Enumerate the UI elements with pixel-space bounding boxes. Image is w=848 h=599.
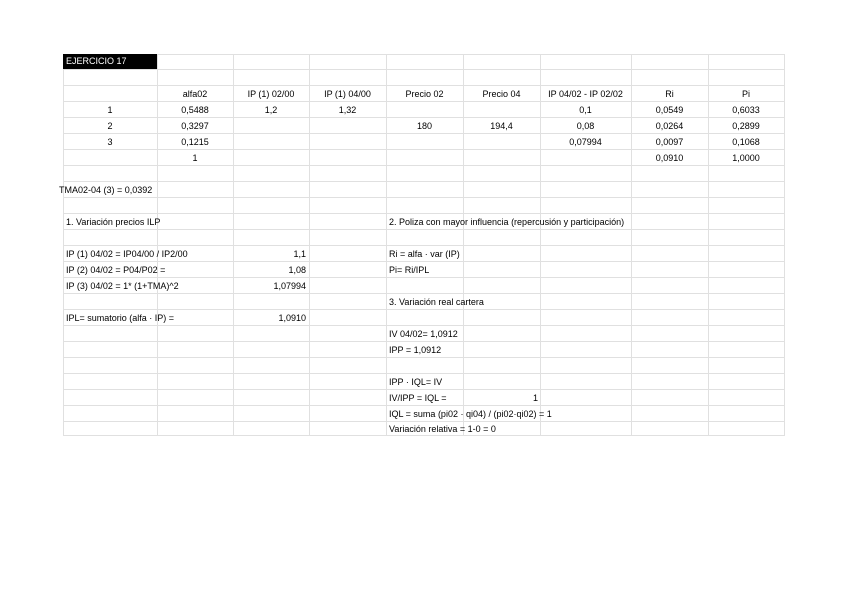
section2-formula-pi: Pi= Ri/IPL	[389, 265, 430, 275]
section3-eq2: IV/IPP = IQL =	[389, 393, 447, 403]
header-ip1-0200: IP (1) 02/00	[247, 89, 295, 99]
section1-line1-label: IP (1) 04/02 = IP04/00 / IP2/00	[66, 249, 188, 259]
exercise-title: EJERCICIO 17	[63, 54, 157, 69]
table-cell-n: 2	[107, 121, 113, 131]
section3-eq2-value: 1	[532, 393, 538, 403]
table-total-alfa: 1	[192, 153, 198, 163]
header-ip1-0400: IP (1) 04/00	[324, 89, 371, 99]
section1-line3-label: IP (3) 04/02 = 1* (1+TMA)^2	[66, 281, 179, 291]
section2-heading: 2. Poliza con mayor influencia (repercusión y participación)	[389, 217, 625, 227]
table-cell-ri: 0,0549	[655, 105, 684, 115]
ipl-value: 1,0910	[278, 313, 306, 323]
table-cell-ri: 0,0264	[655, 121, 684, 131]
section3-heading: 3. Variación real cartera	[389, 297, 484, 307]
section3-eq4: Variación relativa = 1-0 = 0	[389, 424, 496, 434]
section3-eq1: IPP · IQL= IV	[389, 377, 443, 387]
section1-line2-label: IP (2) 04/02 = P04/P02 =	[66, 265, 166, 275]
section3-ipp: IPP = 1,0912	[389, 345, 442, 355]
tma-value: TMA02-04 (3) = 0,0392	[59, 185, 153, 195]
table-cell-pi: 0,2899	[732, 121, 760, 131]
section3-iv: IV 04/02= 1,0912	[389, 329, 458, 339]
ipl-label: IPL= sumatorio (alfa · IP) =	[66, 313, 175, 323]
table-cell-ip0200: 1,2	[264, 105, 278, 115]
section3-eq3: IQL = suma (pi02 · qi04) / (pi02·qi02) = 1	[389, 409, 552, 419]
header-ri: Ri	[665, 89, 674, 99]
section1-line3-value: 1,07994	[273, 281, 306, 291]
table-cell-alfa: 0,1215	[181, 137, 209, 147]
table-cell-ipdiff: 0,1	[579, 105, 592, 115]
header-precio02: Precio 02	[405, 89, 444, 99]
section1-line2-value: 1,08	[288, 265, 306, 275]
header-alfa: alfa02	[182, 89, 208, 99]
section2-formula-ri: Ri = alfa · var (IP)	[389, 249, 460, 259]
table-total-pi: 1,0000	[732, 153, 760, 163]
table-total-ri: 0,0910	[655, 153, 684, 163]
table-cell-ip0400: 1,32	[338, 105, 357, 115]
table-cell-ipdiff: 0,08	[576, 121, 595, 131]
table-cell-alfa: 0,5488	[181, 105, 209, 115]
header-ip-diff: IP 04/02 - IP 02/02	[548, 89, 623, 99]
table-cell-precio02: 180	[416, 121, 433, 131]
table-cell-pi: 0,6033	[732, 105, 760, 115]
table-cell-ipdiff: 0,07994	[569, 137, 602, 147]
table-cell-n: 3	[107, 137, 113, 147]
table-cell-precio04: 194,4	[490, 121, 513, 131]
table-cell-alfa: 0,3297	[181, 121, 209, 131]
section1-line1-value: 1,1	[293, 249, 306, 259]
table-cell-pi: 0,1068	[732, 137, 760, 147]
section1-heading: 1. Variación precios ILP	[66, 217, 161, 227]
header-pi: Pi	[741, 89, 750, 99]
table-cell-ri: 0,0097	[655, 137, 684, 147]
spreadsheet	[59, 54, 785, 436]
header-precio04: Precio 04	[482, 89, 521, 99]
table-cell-n: 1	[107, 105, 113, 115]
